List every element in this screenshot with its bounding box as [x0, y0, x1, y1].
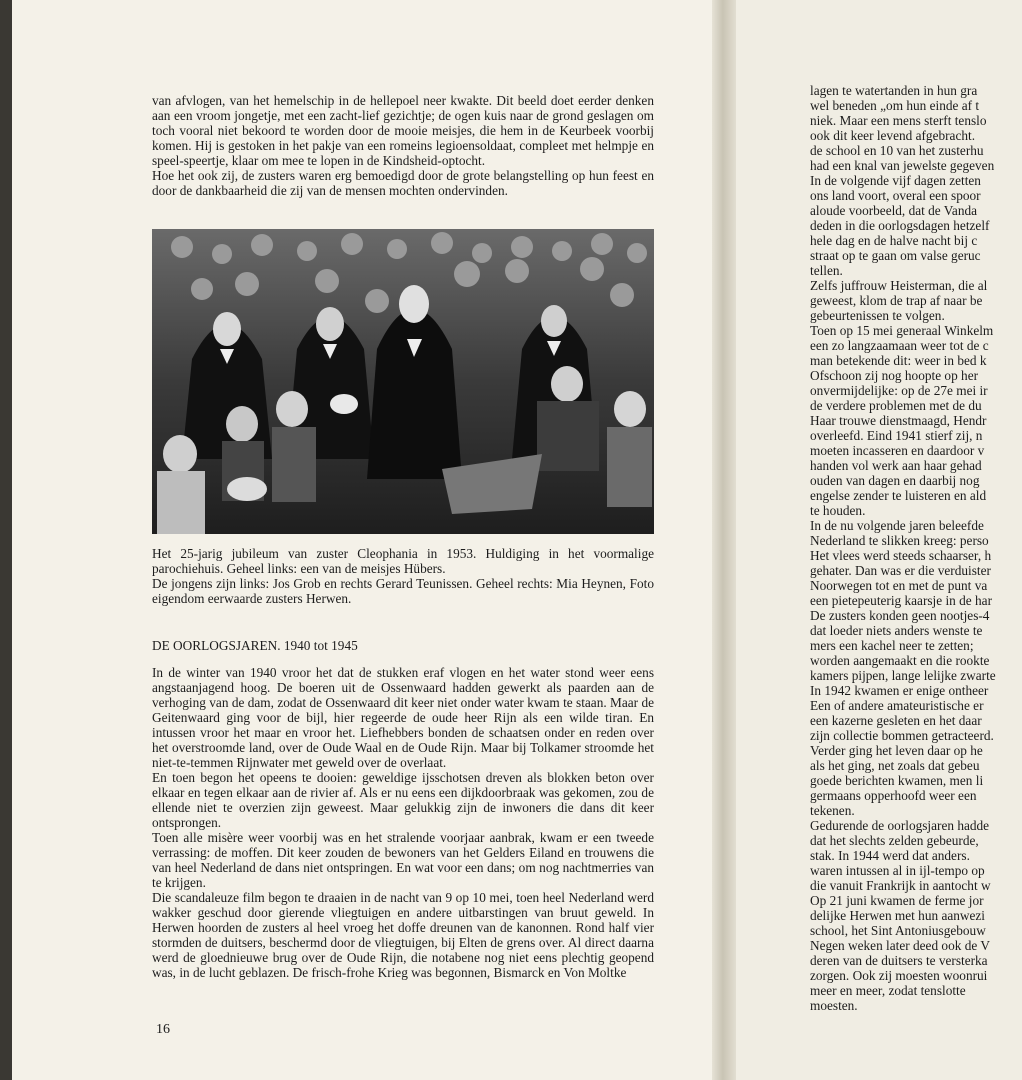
- text-line: aloude voorbeeld, dat de Vanda: [810, 203, 978, 218]
- text-line: goede berichten kwamen, men li: [810, 773, 984, 788]
- text-line: ook dit keer levend afgebracht.: [810, 128, 976, 143]
- text-line: Haar trouwe dienstmaagd, Hendr: [810, 413, 987, 428]
- photo-illustration: [152, 229, 654, 534]
- text-line: tellen.: [810, 263, 843, 278]
- text-line: dat het slechts zelden gebeurde,: [810, 833, 979, 848]
- text-line: straat op te gaan om valse geruc: [810, 248, 981, 263]
- text-line: waren intussen al in ijl-tempo op: [810, 863, 985, 878]
- text-line: Verder ging het leven daar op he: [810, 743, 983, 758]
- text-line: meer en meer, zodat tenslotte: [810, 983, 966, 998]
- text-line: Nederland te slikken kreeg: perso: [810, 533, 989, 548]
- text-line: In de volgende vijf dagen zetten: [810, 173, 981, 188]
- text-line: zijn collectie bommen getracteerd.: [810, 728, 994, 743]
- text-line: de school en 10 van het zusterhu: [810, 143, 984, 158]
- caption-line: De jongens zijn links: Jos Grob en rechts Gerard Teunissen. Geheel rechts: Mia Heynen, Foto eigendom eerwaarde zusters Herwen.: [152, 576, 654, 606]
- text-line: een kazerne gesleten en het daar: [810, 713, 982, 728]
- text-line: worden aangemaakt en die rookte: [810, 653, 990, 668]
- text-line: In de nu volgende jaren beleefde: [810, 518, 984, 533]
- text-line: kamers pijpen, lange lelijke zwarte: [810, 668, 996, 683]
- paragraph: Die scandaleuze film begon te draaien in de nacht van 9 op 10 mei, toen heel Nederland werd wakker geschud door gierende vliegtuigen en andere uitbarstingen van bruut geweld. In Herwen hoorden de zusters al heel vroeg het doffe dreunen van de kanonnen. Rond half vier stormden de duitsers, beschermd door de vliegtuigen, bij Elten de grens over. Al direct daarna werd de gloednieuwe brug over de Oude Rijn, die notabene nog niet eens plechtig geopend was, in de lucht geblazen. De frisch-frohe Krieg was begonnen, Bismarck en Von Moltke: [152, 890, 654, 980]
- text-line: moeten incasseren en daardoor v: [810, 443, 985, 458]
- text-line: dat loeder niets anders wenste te: [810, 623, 983, 638]
- photo-caption: [152, 546, 654, 606]
- right-page-text: [810, 83, 1022, 1013]
- text-line: Noorwegen tot en met de punt va: [810, 578, 988, 593]
- section-heading: DE OORLOGSJAREN. 1940 tot 1945: [152, 638, 358, 653]
- text-line: Zelfs juffrouw Heisterman, die al: [810, 278, 988, 293]
- text-line: germaans opperhoofd weer een: [810, 788, 977, 803]
- text-line: hele dag en de halve nacht bij c: [810, 233, 978, 248]
- text-line: moesten.: [810, 998, 858, 1013]
- text-line: die vanuit Frankrijk in aantocht w: [810, 878, 991, 893]
- paragraph: In de winter van 1940 vroor het dat de stukken eraf vlogen en het water stond weer eens angstaanjagend hoog. De boeren uit de Ossenwaard hadden gewerkt als paarden aan de verhoging van de dam, zodat de Ossenwaard dit keer niet onder water kwam te staan. Maar de Geitenwaard ging voor de bijl, hier regeerde de oude heer Rijn als een wilde tiran. En intussen vroor het maar en vroor het. Liefhebbers bonden de schaatsen onder en reden over het overstroomde land, over de Oude Waal en de Oude Rijn. Maar bij Tolkamer stroomde het niet-te-temmen Rijnwater met geweld over de overlaat.: [152, 665, 654, 770]
- text-line: man betekende dit: weer in bed k: [810, 353, 987, 368]
- text-line: niek. Maar een mens sterft tenslo: [810, 113, 987, 128]
- text-line: Het vlees werd steeds schaarser, h: [810, 548, 992, 563]
- caption-line: Het 25-jarig jubileum van zuster Cleophania in 1953. Huldiging in het voormalige parochiehuis. Geheel links: een van de meisjes Hübers.: [152, 546, 654, 576]
- text-line: mers een kachel neer te zetten;: [810, 638, 974, 653]
- text-line: overleefd. Eind 1941 stierf zij, n: [810, 428, 983, 443]
- text-line: engelse zender te luisteren en ald: [810, 488, 987, 503]
- text-line: deden in die oorlogsdagen hetzelf: [810, 218, 990, 233]
- text-line: Op 21 juni kwamen de ferme jor: [810, 893, 984, 908]
- text-line: de verdere problemen met de du: [810, 398, 982, 413]
- paragraph: Hoe het ook zij, de zusters waren erg bemoedigd door de grote belangstelling op hun feest en door de dankbaarheid die zij van de mensen mochten ondervinden.: [152, 168, 654, 198]
- text-line: gehater. Dan was er die verduister: [810, 563, 991, 578]
- text-line: stak. In 1944 werd dat anders.: [810, 848, 970, 863]
- paragraph: Toen alle misère weer voorbij was en het stralende voorjaar aanbrak, kwam er een tweede verrassing: de moffen. Dit keer zouden de bewoners van het Gelders Eiland en trouwens die van heel Nederland de dans niet ontspringen. En wat voor een dans; om nog nachtmerries van te krijgen.: [152, 830, 654, 890]
- page-number: 16: [156, 1022, 170, 1037]
- book-gutter: [712, 0, 736, 1080]
- text-line: lagen te watertanden in hun gra: [810, 83, 978, 98]
- text-line: De zusters konden geen nootjes-4: [810, 608, 990, 623]
- text-line: handen vol werk aan haar gehad: [810, 458, 982, 473]
- text-line: zorgen. Ook zij moesten woonrui: [810, 968, 988, 983]
- text-line: ons land voort, overal een spoor: [810, 188, 981, 203]
- top-text: [152, 93, 654, 198]
- text-line: gebeurtenissen te volgen.: [810, 308, 945, 323]
- text-line: geweest, klom de trap af naar be: [810, 293, 983, 308]
- text-line: wel beneden „om hun einde af t: [810, 98, 980, 113]
- text-line: Ofschoon zij nog hoopte op her: [810, 368, 979, 383]
- paragraph: van afvlogen, van het hemelschip in de hellepoel neer kwakte. Dit beeld doet eerder denken aan een vroom jongetje, met een zacht-lief gezichtje; de ogen kuis naar de grond geslagen om toch vooral niet bekoord te worden door de mooie meisjes, die hem in de Keurbeek voorbij komen. Hij is gestoken in het pakje van een romeins legioensoldaat, compleet met helmpje en speel-speertje, klaar om mee te lopen in de Kindsheid-optocht.: [152, 93, 654, 168]
- text-line: Toen op 15 mei generaal Winkelm: [810, 323, 994, 338]
- text-line: als het ging, net zoals dat gebeu: [810, 758, 980, 773]
- text-line: delijke Herwen met hun aanwezi: [810, 908, 986, 923]
- text-line: deren van de duitsers te versterka: [810, 953, 988, 968]
- text-line: een zo langzaamaan weer tot de c: [810, 338, 989, 353]
- text-line: Gedurende de oorlogsjaren hadde: [810, 818, 990, 833]
- text-line: onvermijdelijke: op de 27e mei ir: [810, 383, 988, 398]
- text-line: Een of andere amateuristische er: [810, 698, 984, 713]
- text-line: school, het Sint Antoniusgebouw: [810, 923, 986, 938]
- text-line: een pietepeuterig kaarsje in de har: [810, 593, 993, 608]
- group-photo: [152, 229, 654, 534]
- text-line: te houden.: [810, 503, 866, 518]
- text-line: tekenen.: [810, 803, 855, 818]
- text-line: had een knal van jewelste gegeven: [810, 158, 995, 173]
- text-line: In 1942 kwamen er enige ontheer: [810, 683, 989, 698]
- body-text: [152, 665, 654, 980]
- text-line: ouden van dagen en daarbij nog: [810, 473, 980, 488]
- paragraph: En toen begon het opeens te dooien: geweldige ijsschotsen dreven als blokken beton over elkaar en tegen elkaar aan de rivier af. Als er nu eens een dijkdoorbraak was gekomen, zou de ellende niet te overzien zijn geweest. Maar gelukkig zijn de inwoners die dans dit keer ontsprongen.: [152, 770, 654, 830]
- text-line: Negen weken later deed ook de V: [810, 938, 990, 953]
